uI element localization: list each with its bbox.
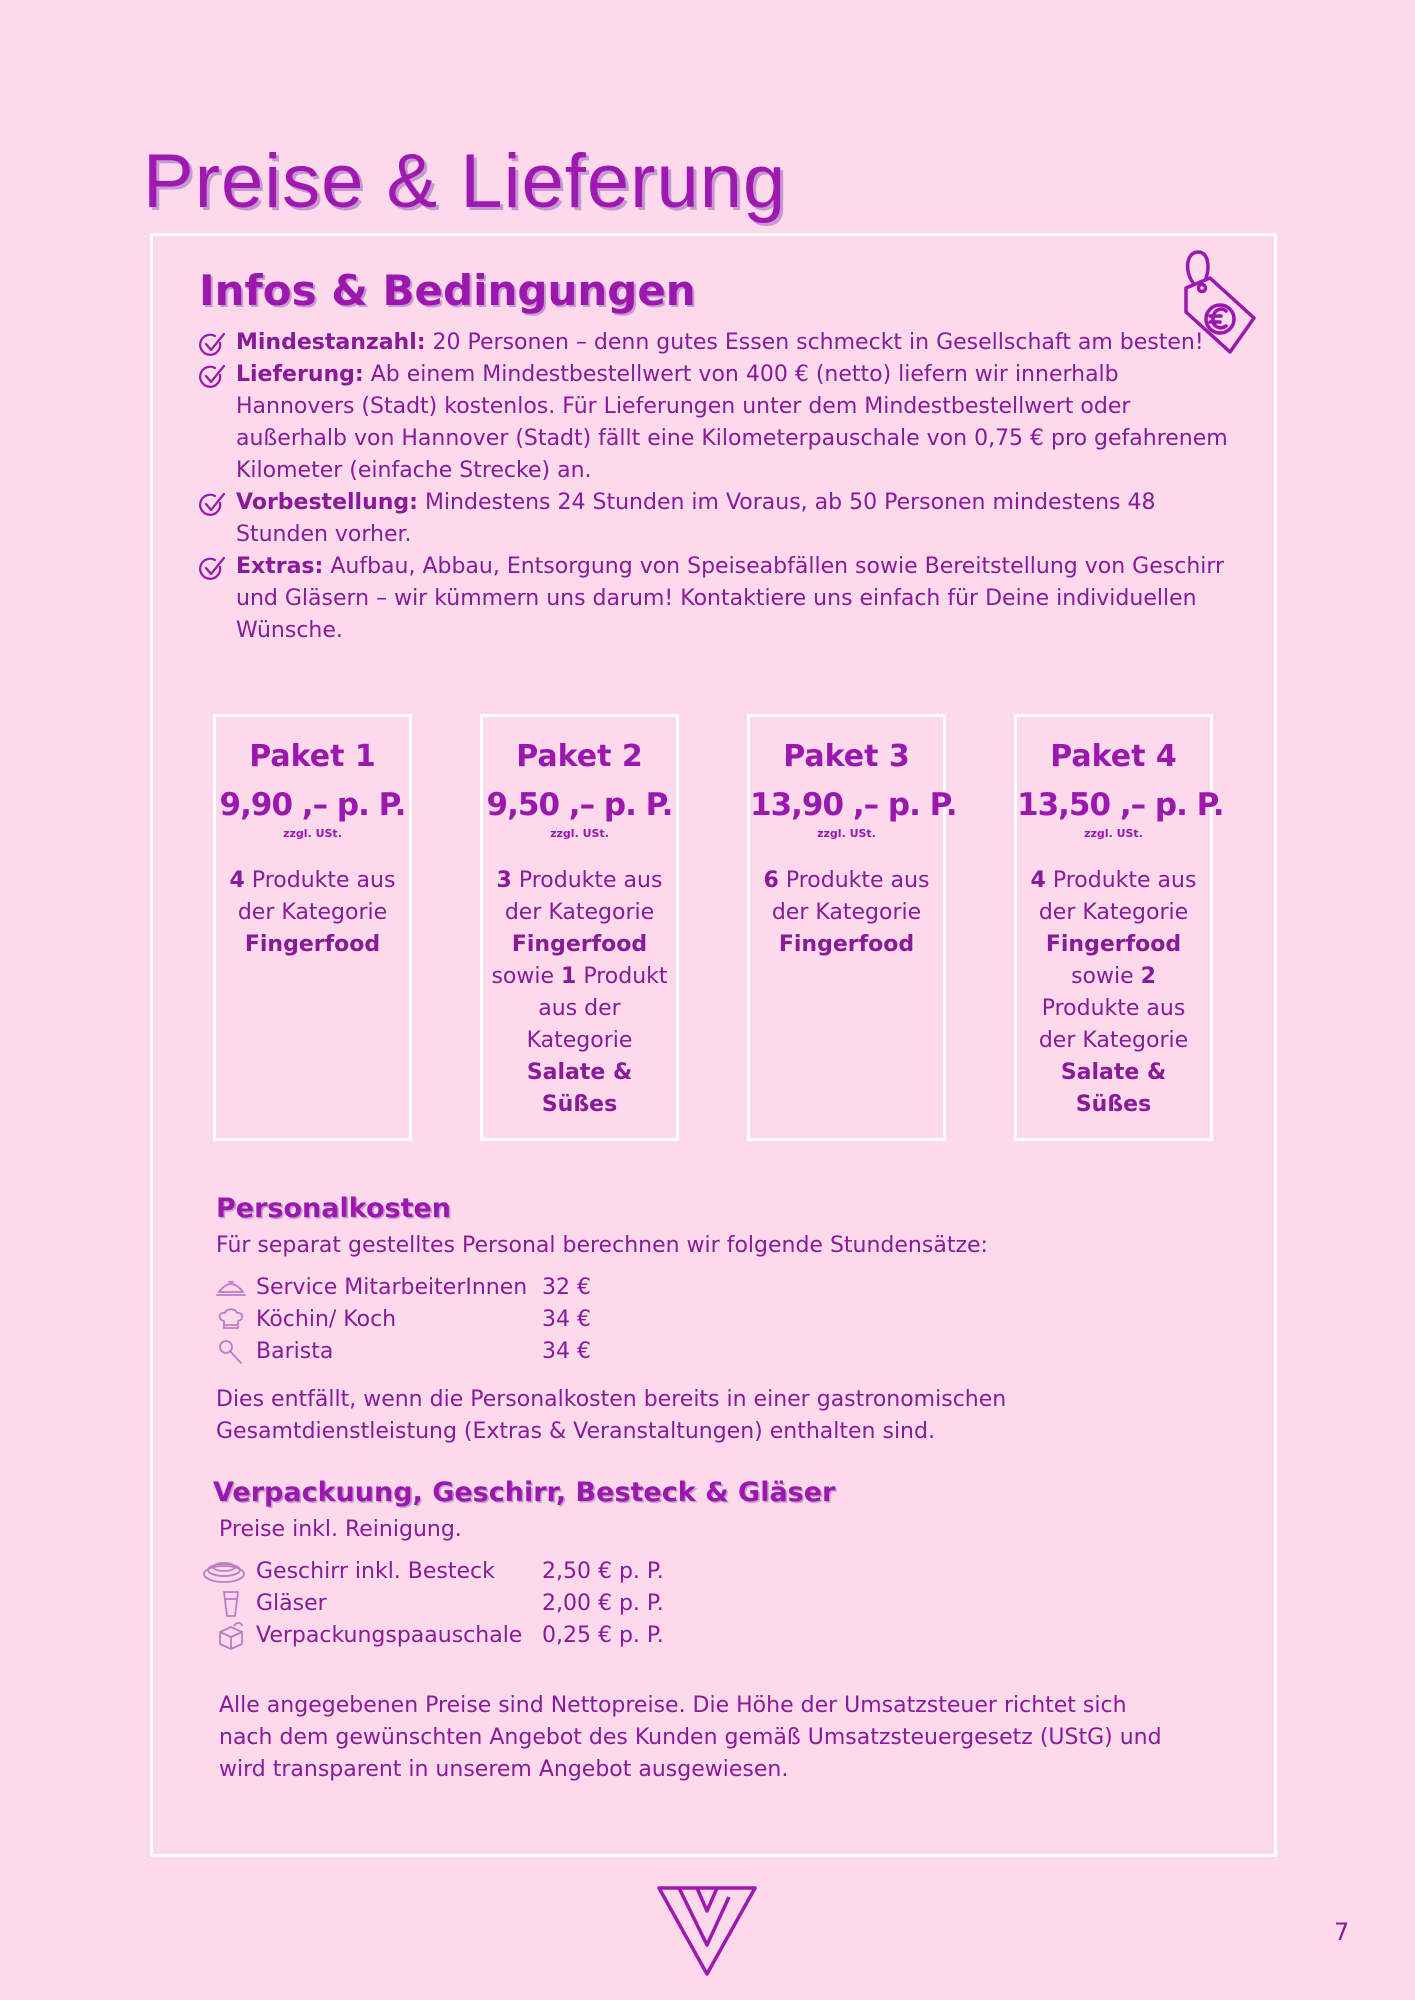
package-name: Paket 2: [516, 739, 643, 774]
rate-price: 2,50 € p. P.: [542, 1559, 664, 1584]
rate-row-geschirr: [216, 1556, 716, 1588]
package-name: Paket 1: [249, 739, 376, 774]
rate-price: 2,00 € p. P.: [542, 1591, 664, 1616]
rate-row-glaeser: [216, 1588, 716, 1620]
package-price: 13,50 ,– p. P.: [1017, 787, 1224, 823]
rate-label: Service MitarbeiterInnen: [256, 1275, 528, 1300]
package-description: 4 Produkte aus der Kategorie Fingerfood: [229, 868, 396, 957]
check-circle-icon: [198, 331, 226, 359]
package-tax-note: zzgl. USt.: [550, 827, 609, 840]
rate-price: 34 €: [542, 1339, 591, 1364]
conditions-list: [198, 327, 1228, 647]
package-price: 13,90 ,– p. P.: [750, 787, 957, 823]
rate-price: 32 €: [542, 1275, 591, 1300]
plates-icon: [202, 1558, 246, 1586]
page-title: Preise & Lieferung: [143, 139, 787, 224]
package-tax-note: zzgl. USt.: [283, 827, 342, 840]
package-card-2: [480, 714, 679, 1141]
condition-label: Lieferung:: [236, 362, 364, 387]
whisk-icon: [216, 1338, 246, 1366]
condition-item-lieferung: [198, 359, 1228, 487]
cloche-icon: [216, 1274, 246, 1302]
rate-row-verpackung: [216, 1620, 716, 1652]
package-price: 9,50 ,– p. P.: [486, 787, 673, 823]
rate-label: Verpackungspaauschale: [256, 1623, 523, 1648]
personal-intro: Für separat gestelltes Personal berechnen wir folgende Stundensätze:: [216, 1233, 988, 1258]
package-name: Paket 3: [783, 739, 910, 774]
check-circle-icon: [198, 363, 226, 391]
packaging-intro: Preise inkl. Reinigung.: [219, 1517, 462, 1542]
package-card-1: [213, 714, 412, 1141]
condition-text: 20 Personen – denn gutes Essen schmeckt in Gesellschaft am besten!: [432, 330, 1204, 355]
rate-row-koch: [216, 1304, 716, 1336]
check-circle-icon: [198, 555, 226, 583]
rate-row-barista: [216, 1336, 716, 1368]
check-circle-icon: [198, 491, 226, 519]
condition-item-vorbestellung: [198, 487, 1228, 551]
glass-icon: [216, 1590, 246, 1618]
package-tax-note: zzgl. USt.: [817, 827, 876, 840]
rate-label: Köchin/ Koch: [256, 1307, 397, 1332]
chef-hat-icon: [216, 1306, 246, 1334]
rate-price: 34 €: [542, 1307, 591, 1332]
condition-item-mindestanzahl: [198, 327, 1228, 359]
package-price: 9,90 ,– p. P.: [219, 787, 406, 823]
package-description: 4 Produkte aus der Kategorie Fingerfood sowie 2 Produkte aus der Kategorie Salate & Süßes: [1030, 868, 1197, 1117]
condition-text: Aufbau, Abbau, Entsorgung von Speiseabfällen sowie Bereitstellung von Geschirr und Gläsern – wir kümmern uns darum! Kontaktiere uns einfach für Deine individuellen Wünsche.: [236, 554, 1225, 643]
rate-label: Gläser: [256, 1591, 327, 1616]
page-number: 7: [1334, 1918, 1350, 1946]
package-card-4: [1014, 714, 1224, 1141]
condition-text: Ab einem Mindestbestellwert von 400 € (netto) liefern wir innerhalb Hannovers (Stadt) kostenlos. Für Lieferungen unter dem Mindestbestellwert oder außerhalb von Hannover (Stadt) fällt eine Kilometerpauschale von 0,75 € pro gefahrenem Kilometer (einfache Strecke) an.: [236, 362, 1228, 483]
rate-label: Geschirr inkl. Besteck: [256, 1559, 495, 1584]
package-tax-note: zzgl. USt.: [1084, 827, 1143, 840]
personal-note: Dies entfällt, wenn die Personalkosten bereits in einer gastronomischen Gesamtdienstleistung (Extras & Veranstaltungen) enthalten sind.: [216, 1387, 1007, 1444]
package-description: 6 Produkte aus der Kategorie Fingerfood: [763, 868, 930, 957]
condition-text: Mindestens 24 Stunden im Voraus, ab 50 Personen mindestens 48 Stunden vorher.: [236, 490, 1156, 547]
condition-label: Mindestanzahl:: [236, 330, 426, 355]
brand-logo-icon: [657, 1885, 757, 1977]
condition-item-extras: [198, 551, 1228, 647]
packaging-title: Verpackuung, Geschirr, Besteck & Gläser: [213, 1477, 836, 1508]
package-description: 3 Produkte aus der Kategorie Fingerfood sowie 1 Produkt aus der Kategorie Salate & Süßes: [491, 868, 668, 1117]
package-card-3: [747, 714, 957, 1141]
package-name: Paket 4: [1050, 739, 1177, 774]
condition-label: Vorbestellung:: [236, 490, 418, 515]
rate-price: 0,25 € p. P.: [542, 1623, 664, 1648]
box-icon: [216, 1622, 246, 1650]
rate-label: Barista: [256, 1339, 334, 1364]
personal-title: Personalkosten: [216, 1193, 452, 1224]
footer-note: Alle angegebenen Preise sind Nettopreise. Die Höhe der Umsatzsteuer richtet sich nach dem gewünschten Angebot des Kunden gemäß Umsatzsteuergesetz (UStG) und wird transparent in unserem Angebot ausgewiesen.: [219, 1693, 1162, 1782]
infos-title: Infos & Bedingungen: [199, 266, 696, 315]
rate-row-service: [216, 1272, 716, 1304]
condition-label: Extras:: [236, 554, 324, 579]
